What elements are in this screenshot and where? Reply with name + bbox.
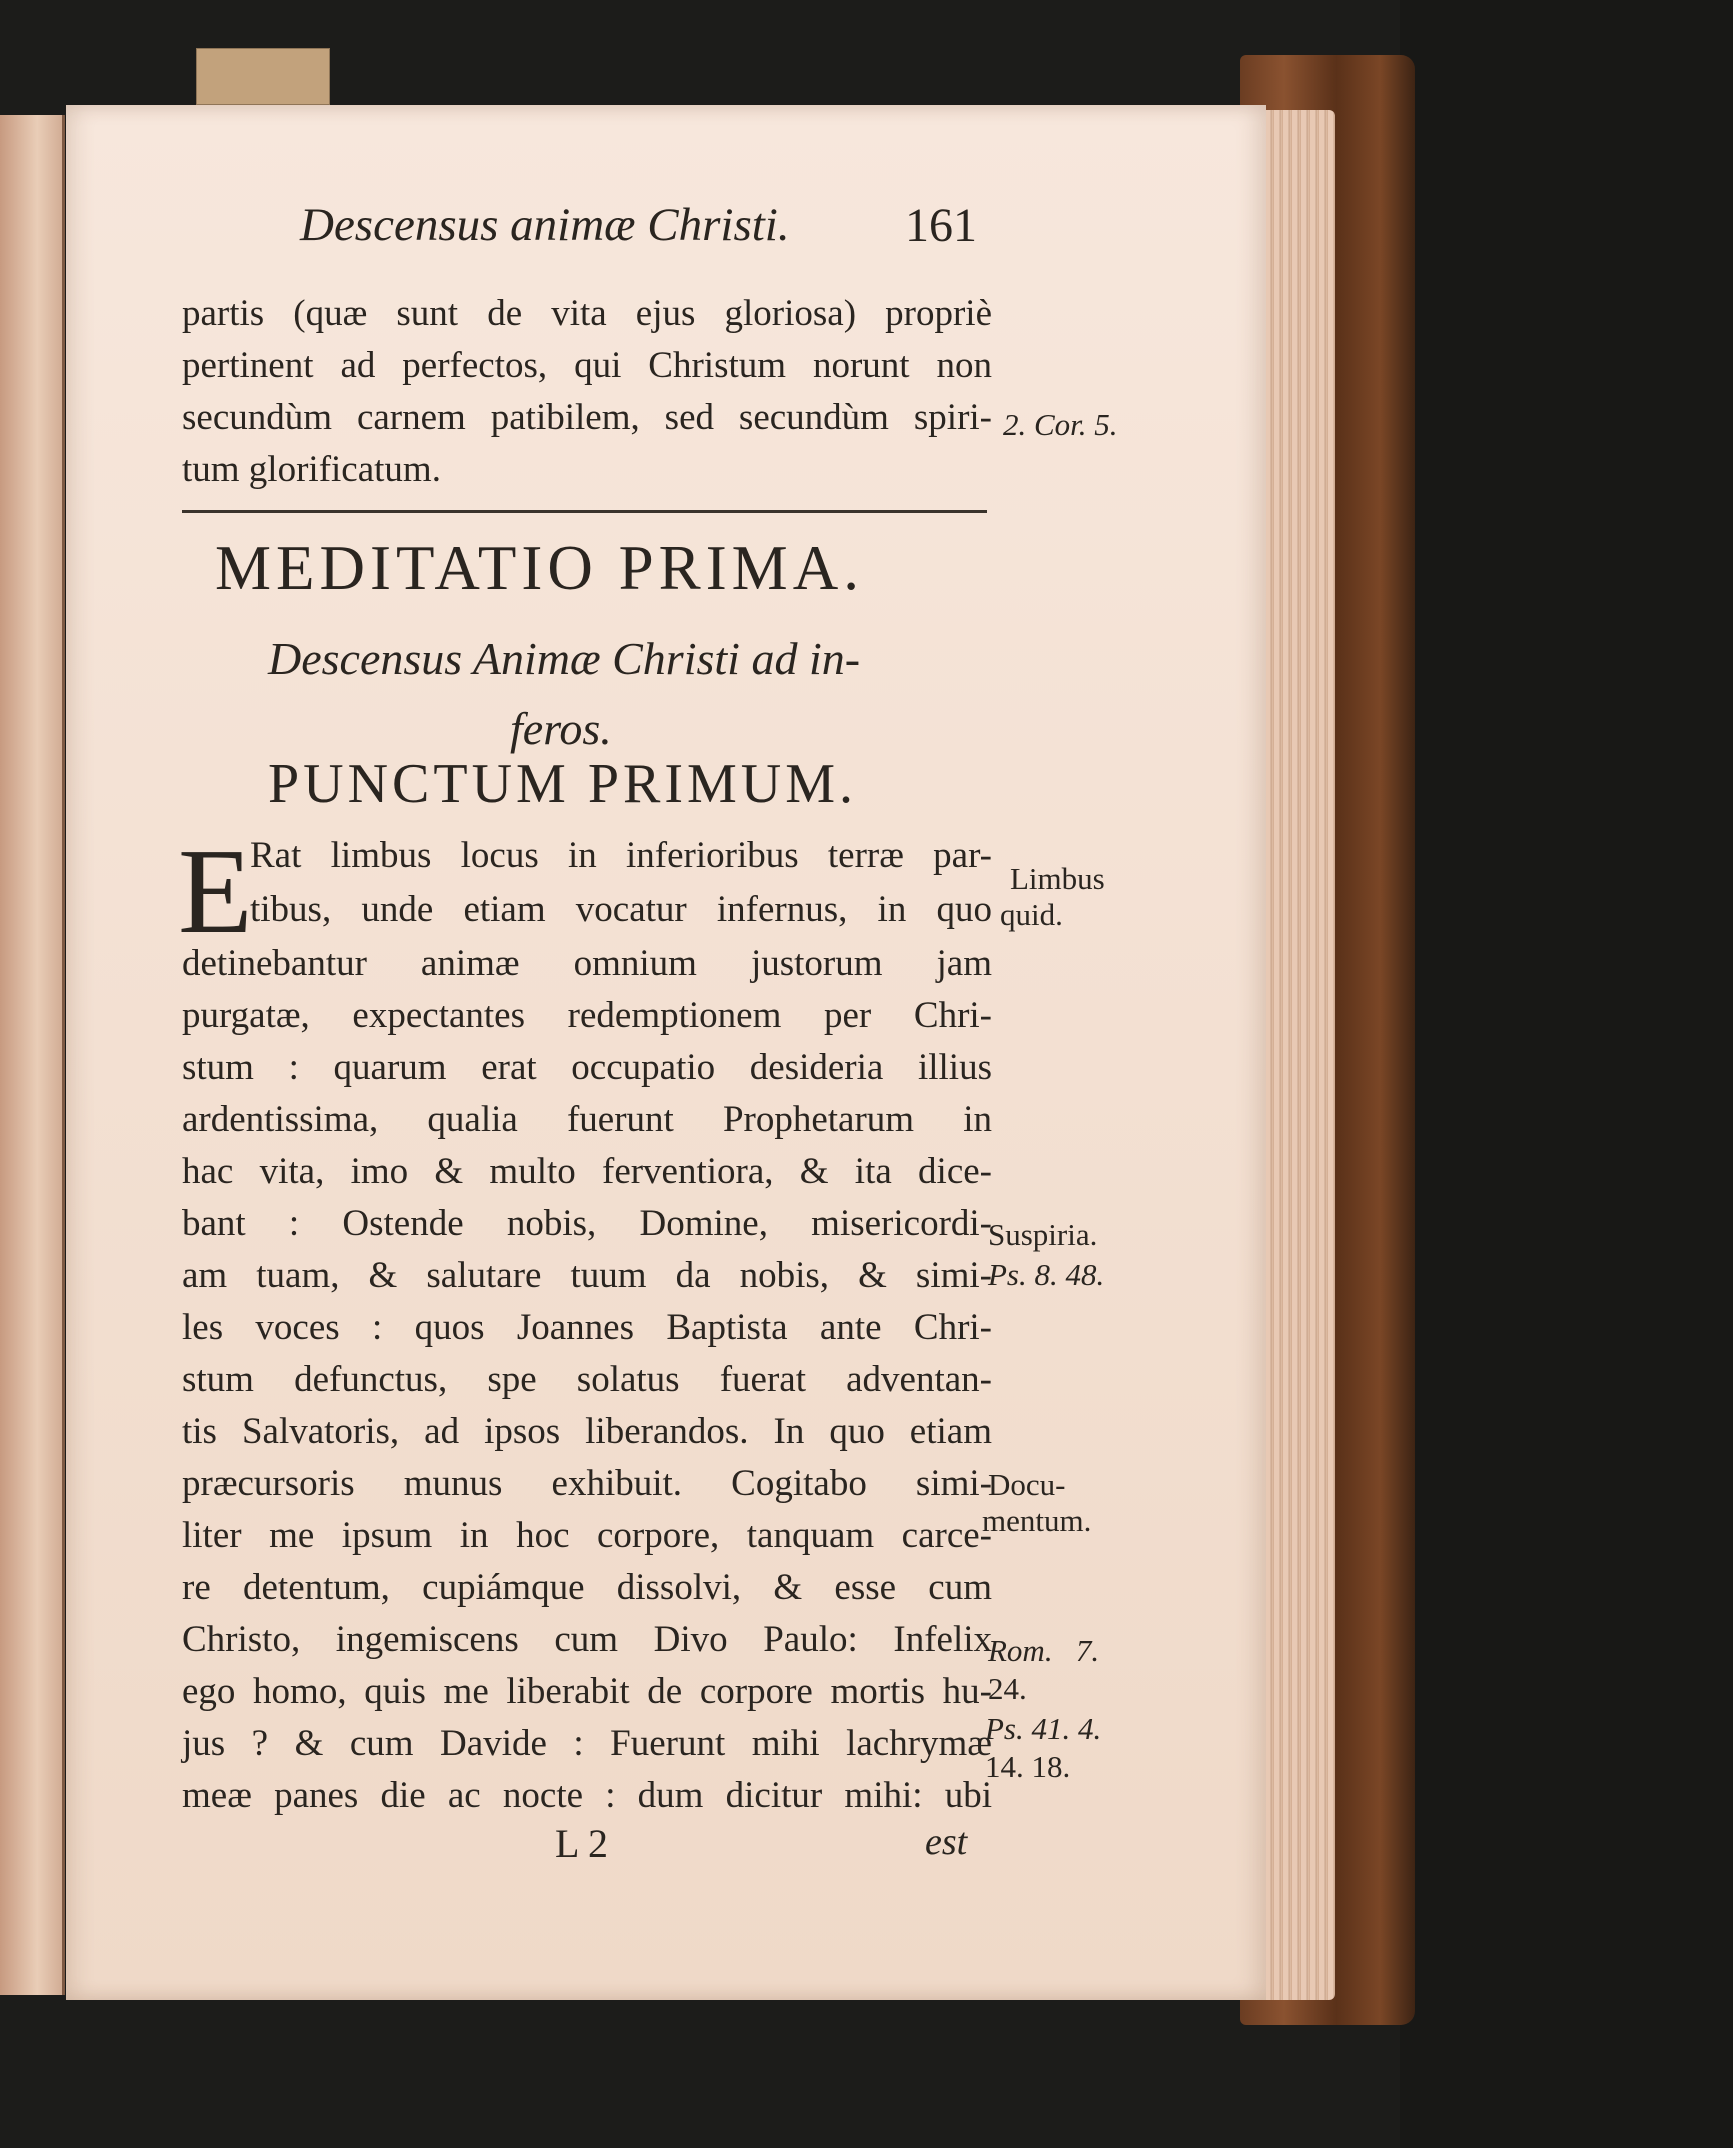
- body-line: Christo, ingemiscens cum Divo Paulo: Infelix: [182, 1619, 992, 1660]
- body-line: bant : Ostende nobis, Domine, misericordi-: [182, 1203, 992, 1244]
- body-line: am tuam, & salutare tuum da nobis, & simi-: [182, 1255, 992, 1296]
- body-line: detinebantur animæ omnium justorum jam: [182, 943, 992, 984]
- margin-note-limbus-2: quid.: [1000, 897, 1063, 932]
- section-rule: [182, 510, 987, 513]
- margin-note-ps-41-2: 14. 18.: [985, 1749, 1071, 1784]
- body-line: stum : quarum erat occupatio desideria illius: [182, 1047, 992, 1088]
- body-line: Rat limbus locus in inferioribus terræ par-: [250, 835, 992, 876]
- body-line: meæ panes die ac nocte : dum dicitur mihi: ubi: [182, 1775, 992, 1816]
- intro-line: secundùm carnem patibilem, sed secundùm spiri-: [182, 397, 992, 438]
- meditation-subheading-cont: feros.: [510, 703, 612, 754]
- margin-note-rom-2: 24.: [988, 1671, 1027, 1706]
- body-line: præcursoris munus exhibuit. Cogitabo simi-: [182, 1463, 992, 1504]
- bookmark-tab: [196, 48, 330, 105]
- intro-line: partis (quæ sunt de vita ejus gloriosa) propriè: [182, 293, 992, 334]
- signature-mark: L 2: [555, 1821, 608, 1866]
- meditation-heading: MEDITATIO PRIMA.: [215, 533, 864, 603]
- body-line: jus ? & cum Davide : Fuerunt mihi lachrymæ: [182, 1723, 992, 1764]
- margin-note-documentum-2: mentum.: [982, 1503, 1092, 1538]
- punctum-heading: PUNCTUM PRIMUM.: [268, 753, 857, 815]
- margin-note-ps-8: Ps. 8. 48.: [988, 1257, 1105, 1292]
- page-edges: [1265, 110, 1335, 2000]
- margin-note-cor: 2. Cor. 5.: [1003, 407, 1118, 442]
- margin-note-limbus: Limbus: [1010, 861, 1105, 896]
- margin-note-rom: Rom. 7.: [988, 1633, 1100, 1668]
- body-line: tibus, unde etiam vocatur infernus, in quo: [250, 889, 992, 930]
- margin-note-ps-41: Ps. 41. 4.: [985, 1711, 1102, 1746]
- margin-note-suspiria: Suspiria.: [988, 1217, 1098, 1252]
- intro-line: pertinent ad perfectos, qui Christum norunt non: [182, 345, 992, 386]
- running-title: Descensus animæ Christi.: [300, 199, 790, 251]
- body-line: les voces : quos Joannes Baptista ante Chri-: [182, 1307, 992, 1348]
- catchword: est: [925, 1821, 968, 1863]
- body-line: purgatæ, expectantes redemptionem per Chri-: [182, 995, 992, 1036]
- body-line: tis Salvatoris, ad ipsos liberandos. In quo etiam: [182, 1411, 992, 1452]
- facing-page-edge: [0, 115, 65, 1995]
- body-line: ego homo, quis me liberabit de corpore mortis hu-: [182, 1671, 992, 1712]
- body-line: re detentum, cupiámque dissolvi, & esse cum: [182, 1567, 992, 1608]
- background: [1400, 0, 1733, 2148]
- intro-line: tum glorificatum.: [182, 449, 441, 490]
- body-line: stum defunctus, spe solatus fuerat adventan-: [182, 1359, 992, 1400]
- page-number: 161: [905, 199, 977, 252]
- drop-cap: E: [178, 824, 253, 959]
- margin-note-documentum: Docu-: [988, 1467, 1066, 1502]
- body-line: hac vita, imo & multo ferventiora, & ita dice-: [182, 1151, 992, 1192]
- body-line: ardentissima, qualia fuerunt Prophetarum in: [182, 1099, 992, 1140]
- body-line: liter me ipsum in hoc corpore, tanquam carce-: [182, 1515, 992, 1556]
- meditation-subheading: Descensus Animæ Christi ad in-: [268, 633, 861, 684]
